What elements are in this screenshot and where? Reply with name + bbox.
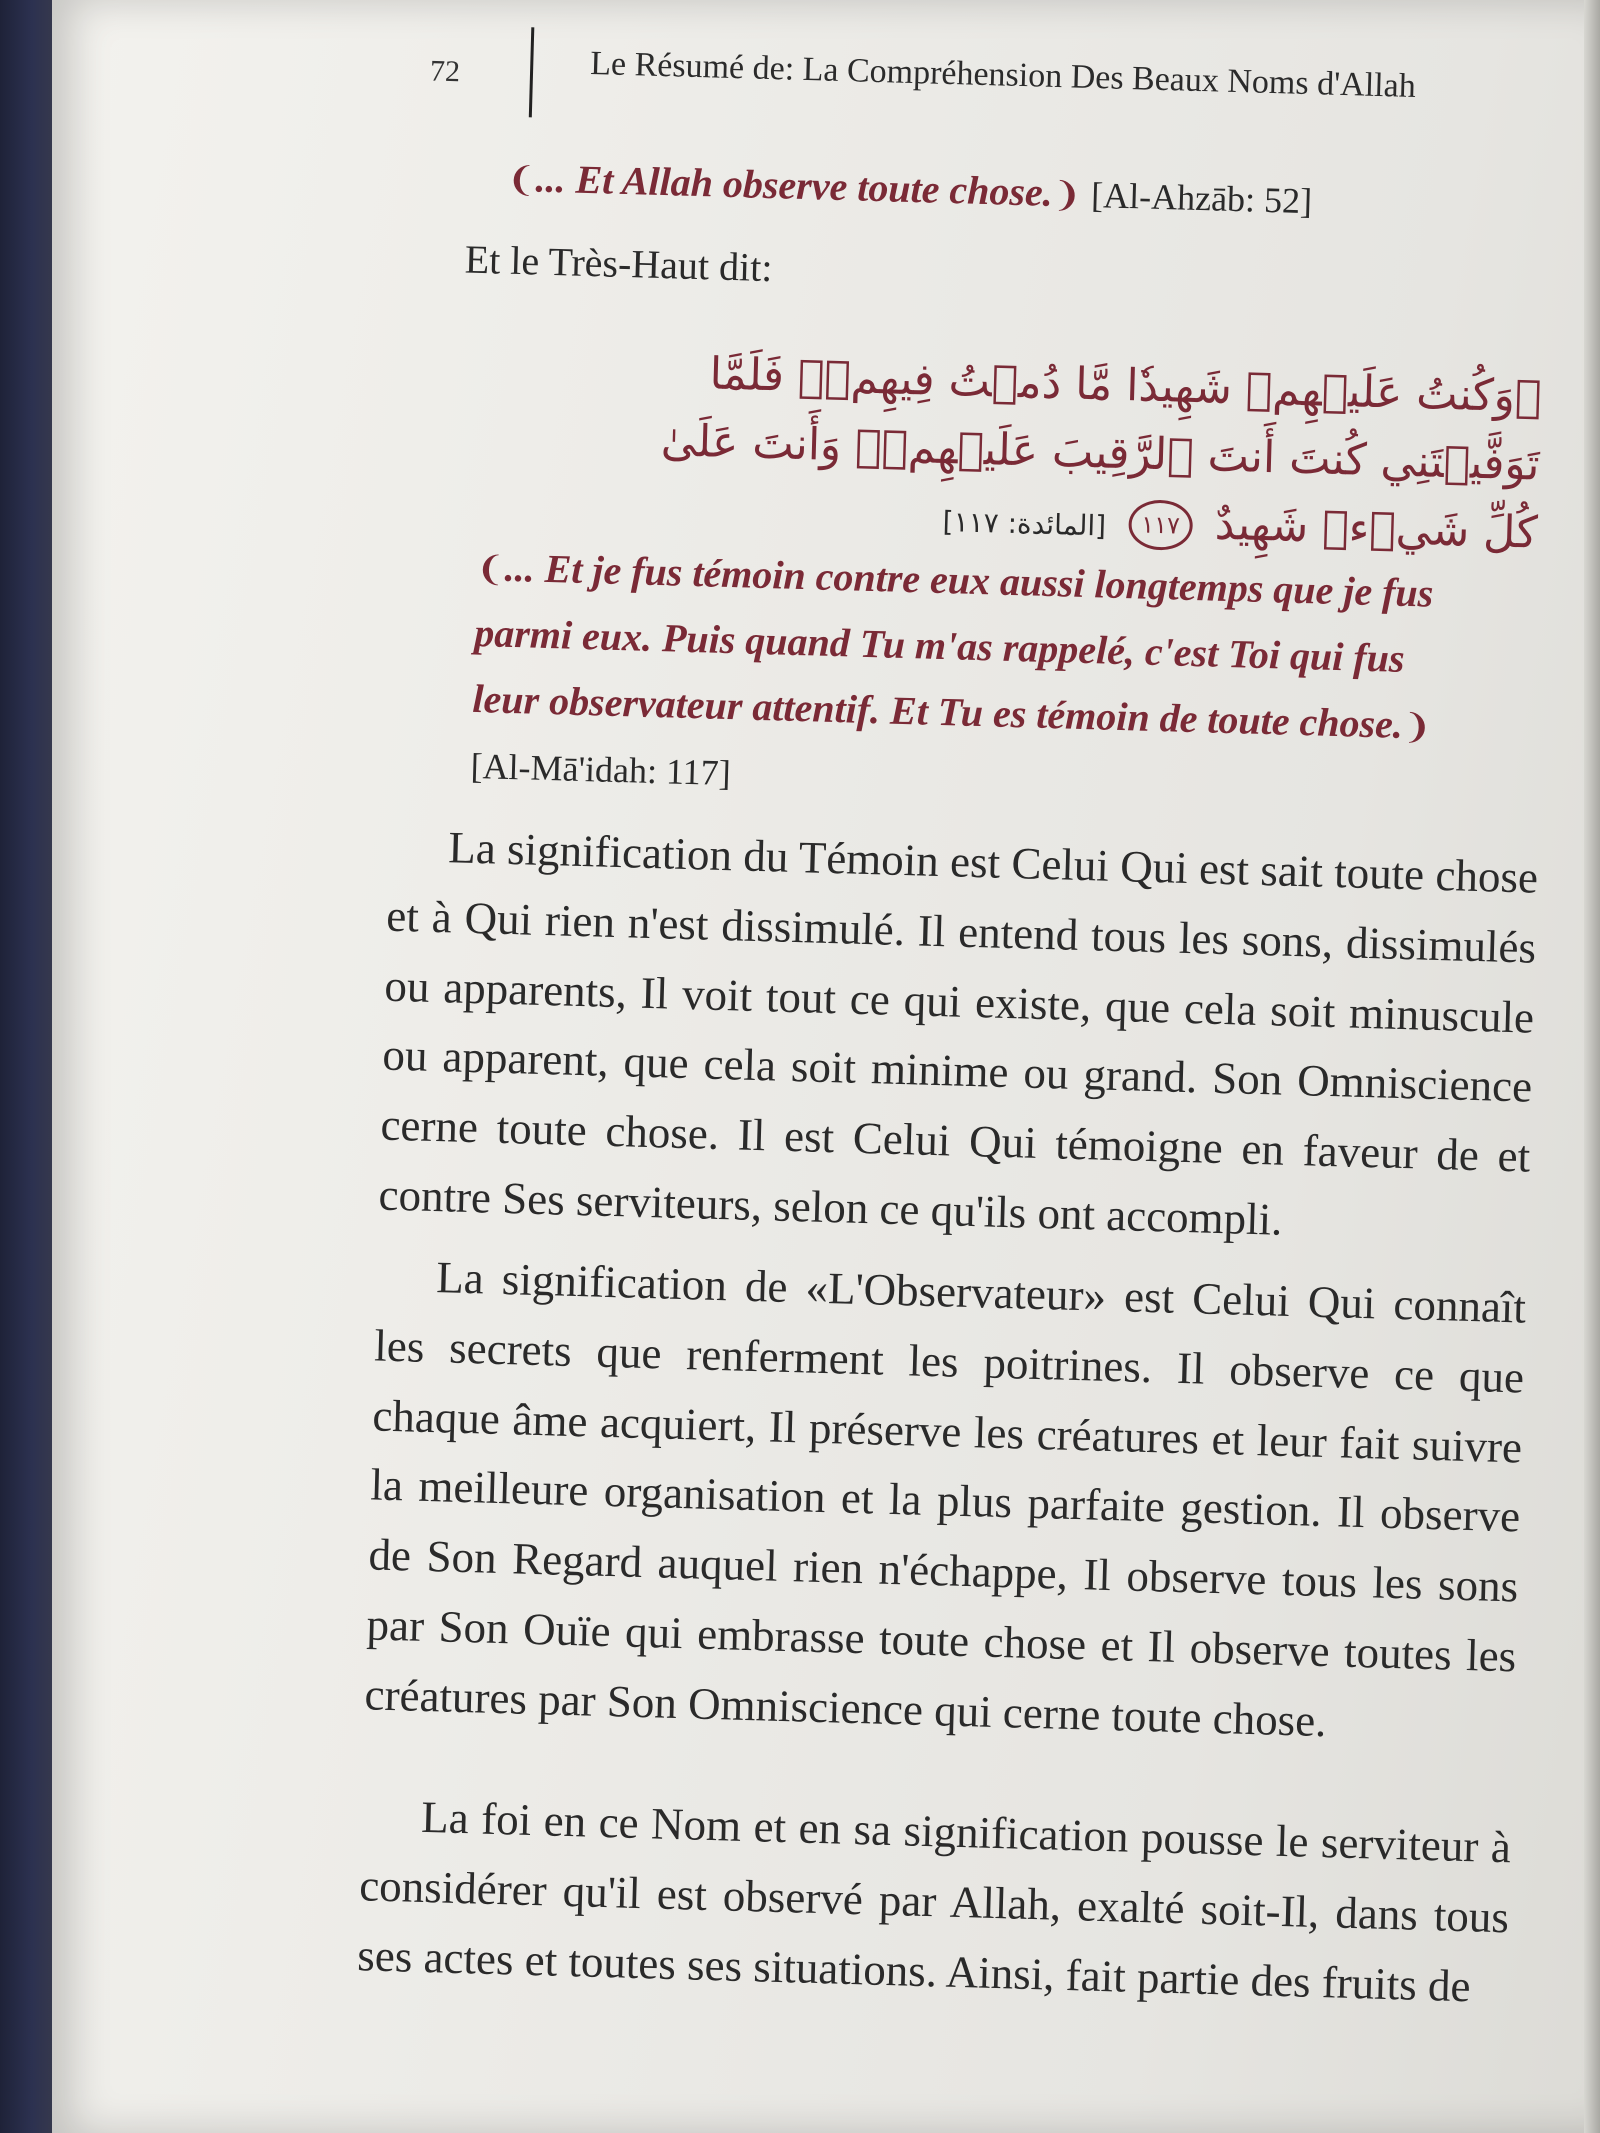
ornament-close-icon: ❩ xyxy=(1402,706,1432,748)
arabic-verse-text: ﴿وَكُنتُ عَلَيۡهِمۡ شَهِيدٗا مَّا دُمۡتُ فِيهِمۡۖ فَلَمَّا تَوَفَّيۡتَنِي كُنتَ أَنتَ ٱلرَّقِيبَ عَلَيۡهِمۡۚ وَأَنتَ عَلَىٰ كُلِّ شَيۡءٖ شَهِيدٌ xyxy=(660,348,1543,559)
ornament-open-icon: ❨ xyxy=(475,548,506,590)
page-number: 72 xyxy=(429,54,461,89)
page-content xyxy=(339,0,1600,2011)
page-edge xyxy=(1584,0,1600,2133)
ornament-open-icon: ❨ xyxy=(506,159,537,201)
header-divider xyxy=(529,27,535,117)
arabic-verse xyxy=(617,338,1542,568)
quote-reference: [Al-Mā'idah: 117] xyxy=(470,745,732,794)
ornament-close-icon: ❩ xyxy=(1052,174,1082,216)
running-title: Le Résumé de: La Compréhension Des Beaux Noms d'Allah xyxy=(589,44,1417,106)
book-page xyxy=(52,0,1600,2133)
paragraph-temoin: La signification du Témoin est Celui Qui est sait toute chose et à Qui rien n'est dissimulé. Il entend tous les sons, dissimulés ou apparents, Il voit tout ce qui existe, que cela soit minuscule ou apparent, que cela soit minime ou grand. Son Omniscience cerne toute chose. Il est Celui Qui témoigne en faveur de et contre Ses serviteurs, selon ce qu'ils ont accompli. xyxy=(377,822,1539,1245)
quran-quote-al-maidah xyxy=(470,534,1477,826)
page-header xyxy=(339,0,1600,155)
intro-line: Et le Très-Haut dit: xyxy=(464,236,774,291)
paragraph-observateur: La signification de «L'Observateur» est Celui Qui connaît les secrets que renferment les poitrines. Il observe ce que chaque âme acquiert, Il préserve les créatures et leur fait suivre la meilleure organisation et la plus parfaite gestion. Il observe de Son Regard auquel rien n'échappe, Il observe tous les sons par Son Ouïe qui embrasse toute chose et Il observe toutes les créatures par Son Omniscience qui cerne toute chose. xyxy=(364,1252,1527,1746)
verse-number-badge: ١١٧ xyxy=(1127,500,1193,552)
quote-reference: [Al-Ahzāb: 52] xyxy=(1090,175,1313,222)
arabic-verse-reference: [المائدة: ١١٧] xyxy=(942,505,1107,543)
paragraph-foi: La foi en ce Nom et en sa signification pousse le serviteur à considérer qu'il est observé par Allah, exalté soit-Il, dans tous ses actes et toutes ses situations. Ainsi, fait partie des fruits de xyxy=(356,1791,1512,2011)
quote-text: ... Et Allah observe toute chose. xyxy=(534,155,1054,215)
quran-quote-al-ahzab xyxy=(506,145,1313,233)
quote-text: ... Et je fus témoin contre eux aussi longtemps que je fus parmi eux. Puis quand Tu m'as rappelé, c'est Toi qui fus leur observateur attentif. Et Tu es témoin de toute chose. xyxy=(471,544,1434,747)
